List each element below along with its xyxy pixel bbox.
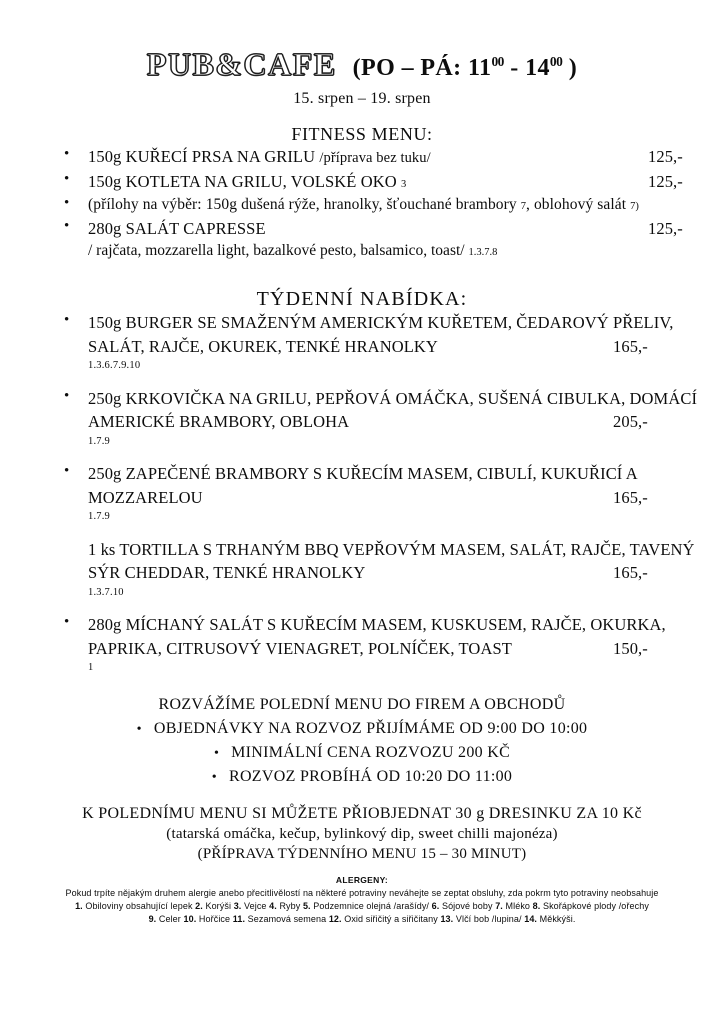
menu-item-price: 125,- xyxy=(648,171,683,191)
allergen-code-list-line-1: 1. Obiloviny obsahující lepek 2. Korýši 3. Vejce 4. Ryby 5. Podzemnice olejná /arašídy/ 6. Sójové boby 7. Mléko 8. Skořápkové plody /ořechy xyxy=(75,900,649,911)
menu-item-price: 125,- xyxy=(648,219,683,238)
menu-item xyxy=(0,170,724,193)
allergen-code-list-line-2: 9. Celer 10. Hořčice 11. Sezamová semena 12. Oxid siřičitý a siřičitany 13. Vlčí bob /lupina/ 14. Měkkýši. xyxy=(148,913,576,924)
addon-dressing-options: (tatarská omáčka, kečup, bylinkový dip, sweet chilli majonéza) xyxy=(166,825,558,842)
allergen-code: 1.3.7.10 xyxy=(88,586,124,598)
menu-item-line: • 150g KOTLETA NA GRILU, VOLSKÉ OKO 3 125,- xyxy=(88,170,724,193)
menu-item-line: SALÁT, RAJČE, OKUREK, TENKÉ HRANOLKY 165,- xyxy=(88,335,724,358)
fitness-menu-heading: FITNESS MENU: xyxy=(291,124,433,144)
delivery-minimum-price: • MINIMÁLNÍ CENA ROZVOZU 200 KČ xyxy=(0,741,724,765)
menu-item-price: 150,- xyxy=(613,638,648,658)
menu-item xyxy=(0,613,724,674)
menu-item-line: • 250g ZAPEČENÉ BRAMBORY S KUŘECÍM MASEM, CIBULÍ, KUKUŘICÍ A xyxy=(88,464,638,484)
menu-item-sides xyxy=(0,194,724,216)
menu-item-note: /příprava bez tuku/ xyxy=(319,150,431,166)
menu-item xyxy=(0,217,724,262)
allergen-code: 7) xyxy=(630,201,639,212)
addons-info xyxy=(0,805,724,863)
allergen-code: 1 xyxy=(88,662,94,674)
delivery-window: • ROZVOZ PROBÍHÁ OD 10:20 DO 11:00 xyxy=(0,765,724,789)
preparation-time-note: (PŘÍPRAVA TÝDENNÍHO MENU 15 – 30 MINUT) xyxy=(197,845,527,862)
menu-item xyxy=(0,387,724,448)
allergen-footer-title: ALERGENY: xyxy=(335,874,389,885)
delivery-info xyxy=(0,693,724,789)
menu-item-price: 165,- xyxy=(613,336,648,356)
allergen-code: 1.3.7.8 xyxy=(468,247,498,259)
delivery-order-hours: • OBJEDNÁVKY NA ROZVOZ PŘIJÍMÁME OD 9:00 DO 10:00 xyxy=(0,717,724,741)
menu-item-price: 165,- xyxy=(613,487,648,507)
menu-item-line: AMERICKÉ BRAMBORY, OBLOHA 205,- xyxy=(88,410,724,433)
menu-item-price: 205,- xyxy=(613,412,648,432)
brand-title: PUB&CAFE xyxy=(146,46,337,82)
weekly-menu-heading: TÝDENNÍ NABÍDKA: xyxy=(256,288,468,311)
allergen-code: 1.7.9 xyxy=(88,511,110,523)
allergen-code: 3 xyxy=(400,178,407,190)
menu-item-line: • 280g SALÁT CAPRESSE 125,- xyxy=(88,217,724,240)
opening-hours: (PO – PÁ: $11^{00} - 14^{00}$ ) xyxy=(352,54,578,81)
menu-item-line: SÝR CHEDDAR, TENKÉ HRANOLKY 165,- xyxy=(88,561,724,584)
menu-item-line: • 150g BURGER SE SMAŽENÝM AMERICKÝM KUŘETEM, ČEDAROVÝ PŘELIV, xyxy=(88,313,674,333)
date-range: 15. srpen – 19. srpen xyxy=(293,90,431,107)
allergen-code: 1.3.6.7.9.10 xyxy=(88,360,141,372)
menu-item-line: PAPRIKA, CITRUSOVÝ VIENAGRET, POLNÍČEK, TOAST 150,- xyxy=(88,637,724,660)
menu-item-line: • 250g KRKOVIČKA NA GRILU, PEPŘOVÁ OMÁČKA, SUŠENÁ CIBULKA, DOMÁCÍ xyxy=(88,388,698,408)
masthead xyxy=(0,0,724,80)
menu-item-price: 125,- xyxy=(648,147,683,166)
weekly-menu-list xyxy=(0,311,724,674)
menu-item-line: • (přílohy na výběr: 150g dušená rýže, hranolky, šťouchané brambory 7, oblohový salát 7) xyxy=(88,196,639,213)
fitness-menu-list xyxy=(0,145,724,262)
addon-dressing-offer: K POLEDNÍMU MENU SI MŮŽETE PŘIOBJEDNAT 30 g DRESINKU ZA 10 Kč xyxy=(82,804,642,822)
allergen-code: 7 xyxy=(520,201,526,212)
menu-item xyxy=(0,311,724,372)
menu-item-price: 165,- xyxy=(613,563,648,583)
menu-item-description: / rajčata, mozzarella light, bazalkové pesto, balsamico, toast/ 1.3.7.8 xyxy=(88,242,498,260)
allergen-footer-intro: Pokud trpíte nějakým druhem alergie anebo přecitlivělostí na některé potraviny neváhejte se zeptat obsluhy, zda pokrm tyto potraviny neobsahuje xyxy=(65,887,659,898)
allergen-code: 1.7.9 xyxy=(88,435,110,447)
menu-item xyxy=(0,145,724,169)
menu-item-line: MOZZARELOU 165,- xyxy=(88,486,724,509)
allergen-footer xyxy=(0,875,724,924)
menu-item-line: 1 ks TORTILLA S TRHANÝM BBQ VEPŘOVÝM MASEM, SALÁT, RAJČE, TAVENÝ xyxy=(88,539,695,559)
menu-item xyxy=(0,538,724,599)
menu-item-line: • 150g KUŘECÍ PRSA NA GRILU /příprava bez tuku/ 125,- xyxy=(88,145,724,169)
menu-item xyxy=(0,462,724,523)
delivery-headline: ROZVÁŽÍME POLEDNÍ MENU DO FIREM A OBCHODŮ xyxy=(158,695,566,713)
menu-item-line: • 280g MÍCHANÝ SALÁT S KUŘECÍM MASEM, KUSKUSEM, RAJČE, OKURKA, xyxy=(88,615,666,635)
